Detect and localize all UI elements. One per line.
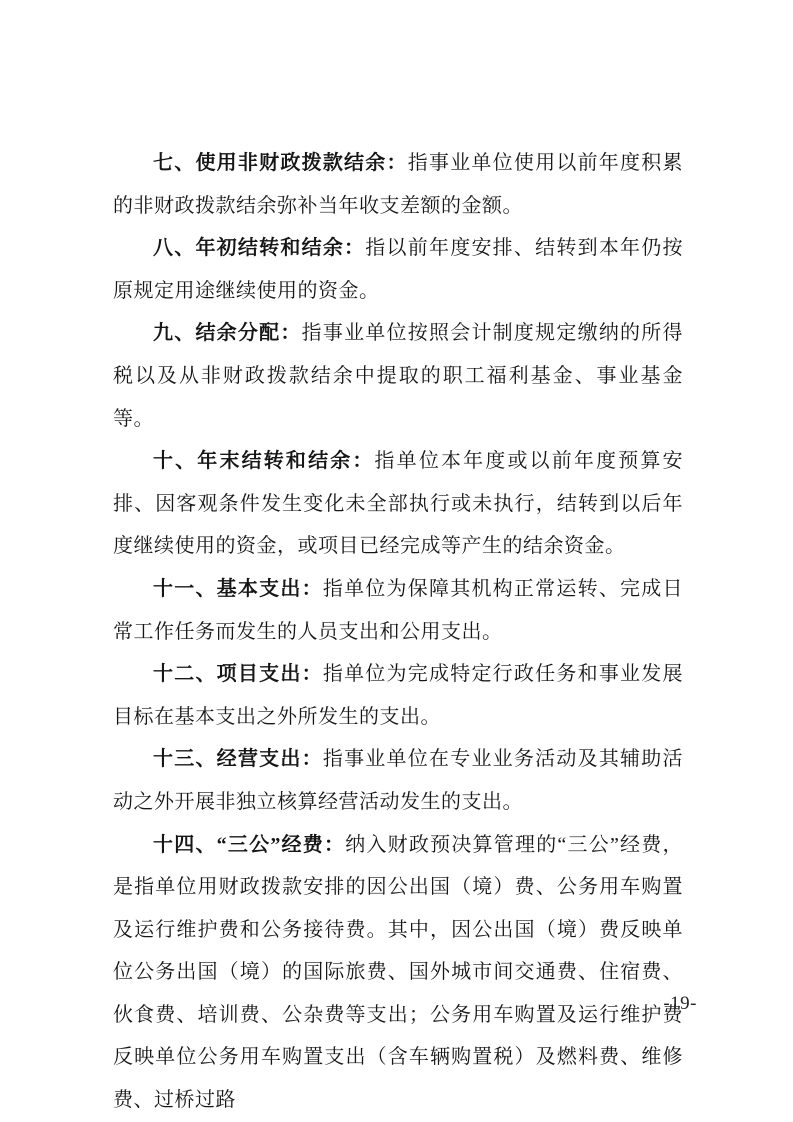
term-definition: 指单位为保障其机构正常运转、完成日常工作任务而发生的人员支出和公用支出。 [113,577,684,643]
term-definition: 指单位本年度或以前年度预算安排、因客观条件发生变化未全部执行或未执行，结转到以后年度继续使用的资金，或项目已经完成等产生的结余资金。 [113,450,684,558]
definition-paragraph [113,227,683,312]
definition-paragraph [113,738,683,823]
page-number: -19- [663,993,697,1014]
definition-paragraph [113,653,683,738]
term-definition: 纳入财政预决算管理的“三公”经费，是指单位用财政拨款安排的因公出国（境）费、公务用车购置及运行维护费和公务接待费。其中，因公出国（境）费反映单位公务出国（境）的国际旅费、国外城市间交通费、住宿费、伙食费、培训费、公杂费等支出；公务用车购置及运行维护费反映单位公务用车购置支出（含车辆购置税）及燃料费、维修费、过桥过路 [113,833,684,1112]
term-title: 十二、项目支出： [153,663,323,686]
term-title: 十一、基本支出： [153,577,323,600]
definition-paragraph [113,568,683,653]
term-definition: 指事业单位按照会计制度规定缴纳的所得税以及从非财政拨款结余中提取的职工福利基金、事业基金等。 [113,322,684,430]
term-definition: 指以前年度安排、结转到本年仍按原规定用途继续使用的资金。 [113,237,684,302]
definition-paragraph [113,824,683,1122]
definition-paragraph [113,312,683,440]
term-title: 七、使用非财政拨款结余： [153,152,408,174]
definition-paragraph [113,142,683,227]
term-definition: 指事业单位使用以前年度积累的非财政拨款结余弥补当年收支差额的金额。 [113,152,683,217]
term-title: 十、年末结转和结余： [153,450,375,473]
term-title: 十三、经营支出： [153,748,323,771]
document-body [113,142,683,1122]
term-definition: 指事业单位在专业业务活动及其辅助活动之外开展非独立核算经营活动发生的支出。 [113,748,684,813]
term-title: 十四、“三公”经费： [153,833,346,856]
term-title: 八、年初结转和结余： [153,237,366,260]
definition-paragraph [113,440,683,568]
term-title: 九、结余分配： [153,322,302,345]
term-definition: 指单位为完成特定行政任务和事业发展目标在基本支出之外所发生的支出。 [113,663,684,728]
